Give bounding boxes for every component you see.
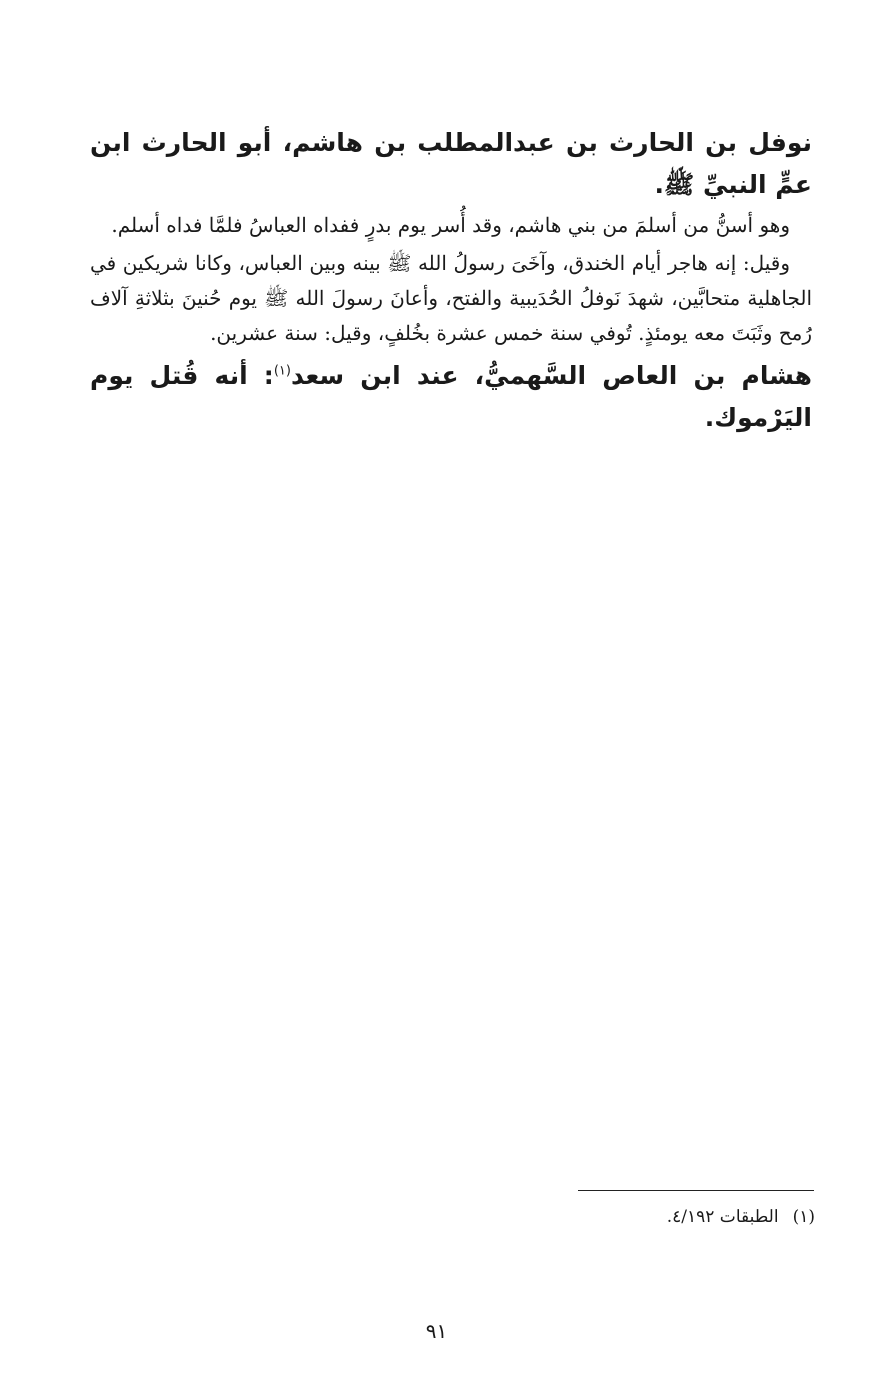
page-number: ٩١ [425,1319,448,1343]
main-text [90,122,812,441]
entry-paragraph: وهو أسنُّ من أسلمَ من بني هاشم، وقد أُسر يوم بدرٍ ففداه العباسُ فلمَّا فداه أسلم. [111,213,790,237]
entry-heading-nawfal: نوفل بن الحارث بن عبدالمطلب بن هاشم، أبو الحارث ابن عمٍّ النبيِّ ﷺ. [90,128,812,199]
footnote [415,1203,815,1231]
footnote-marker: (١) [792,1207,815,1227]
heading-text: : أنه قُتل يوم اليَرْموك. [90,361,812,432]
footnote-text: الطبقات ٤/١٩٢. [666,1207,779,1227]
footnote-reference[interactable]: (١) [273,363,291,379]
entry-heading-hisham [90,355,812,439]
footnote-divider [578,1190,814,1191]
entry-paragraph: وقيل: إنه هاجر أيام الخندق، وآخَىَ رسولُ الله ﷺ بينه وبين العباس، وكانا شريكين في الجاهلية متحابَّين، شهدَ نَوفلُ الحُدَيبية والفتح، وأعانَ رسولَ الله ﷺ يوم حُنينَ بثلاثةِ آلاف رُمح وثَبَتَ معه يومئذٍ. تُوفي سنة خمس عشرة بخُلفٍ، وقيل: سنة عشرين. [90,251,812,345]
heading-text: هشام بن العاص السَّهميُّ، عند ابن سعد [290,361,812,390]
